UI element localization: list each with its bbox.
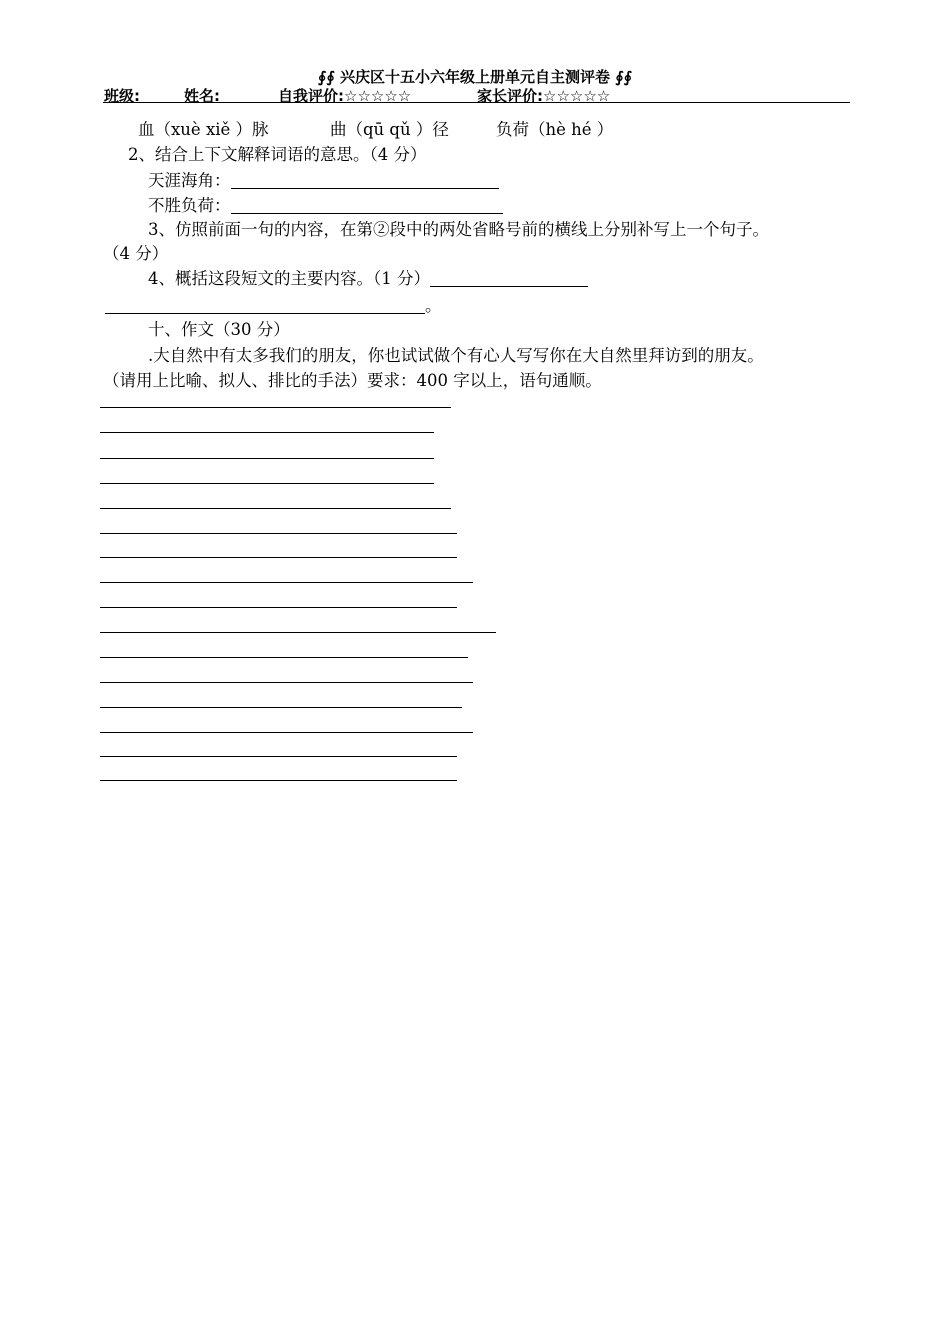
writing-line[interactable] bbox=[100, 533, 457, 534]
pinyin-item-fuhe: 负荷（hè hé ） bbox=[496, 120, 614, 139]
q2-term-tianya bbox=[148, 167, 499, 191]
answer-blank[interactable] bbox=[105, 297, 425, 314]
term-label: 不胜负荷： bbox=[148, 196, 231, 215]
writing-line[interactable] bbox=[100, 508, 451, 509]
writing-line[interactable] bbox=[100, 432, 434, 433]
composition-prompt: .大自然中有太多我们的朋友，你也试试做个有心人写写你在大自然里拜访到的朋友。 bbox=[148, 346, 764, 365]
question-4 bbox=[148, 265, 588, 289]
pinyin-item-xuemai: 血（xuè xiě ）脉 bbox=[138, 120, 269, 139]
writing-line[interactable] bbox=[100, 407, 451, 408]
q2-term-bushengfuhe bbox=[148, 192, 503, 216]
writing-line[interactable] bbox=[100, 607, 457, 608]
answer-blank[interactable] bbox=[231, 197, 503, 214]
question-4-continuation bbox=[105, 292, 442, 316]
writing-line[interactable] bbox=[100, 756, 457, 757]
writing-line[interactable] bbox=[100, 458, 434, 459]
writing-line[interactable] bbox=[100, 557, 457, 558]
writing-line[interactable] bbox=[100, 707, 462, 708]
writing-line[interactable] bbox=[100, 780, 457, 781]
answer-blank[interactable] bbox=[231, 172, 499, 189]
question-3-score: （4 分） bbox=[103, 244, 169, 263]
writing-line[interactable] bbox=[100, 732, 473, 733]
question-2: 2、结合上下文解释词语的意思。（4 分） bbox=[128, 145, 427, 164]
term-label: 天涯海角： bbox=[148, 171, 231, 190]
page-title: ∮∮ 兴庆区十五小六年级上册单元自主测评卷 ∮∮ bbox=[317, 68, 633, 86]
writing-line[interactable] bbox=[100, 682, 473, 683]
writing-line[interactable] bbox=[100, 582, 473, 583]
class-label: 班级: bbox=[104, 87, 140, 105]
answer-blank[interactable] bbox=[430, 270, 588, 287]
name-label: 姓名: bbox=[184, 87, 220, 105]
pinyin-item-qujing: 曲（qū qǔ ）径 bbox=[330, 120, 449, 139]
period: 。 bbox=[425, 296, 442, 315]
writing-line[interactable] bbox=[100, 657, 468, 658]
writing-line[interactable] bbox=[100, 632, 496, 633]
question-4-text: 4、概括这段短文的主要内容。（1 分） bbox=[148, 269, 430, 288]
writing-line[interactable] bbox=[100, 483, 434, 484]
composition-requirements: （请用上比喻、拟人、排比的手法）要求：400 字以上，语句通顺。 bbox=[103, 371, 602, 390]
self-evaluation: 自我评价:☆☆☆☆☆ bbox=[278, 87, 412, 105]
header-rule bbox=[103, 102, 850, 103]
question-3: 3、仿照前面一句的内容，在第②段中的两处省略号前的横线上分别补写上一个句子。 bbox=[148, 220, 769, 239]
parent-evaluation: 家长评价:☆☆☆☆☆ bbox=[477, 87, 611, 105]
composition-heading: 十、作文（30 分） bbox=[148, 320, 290, 339]
